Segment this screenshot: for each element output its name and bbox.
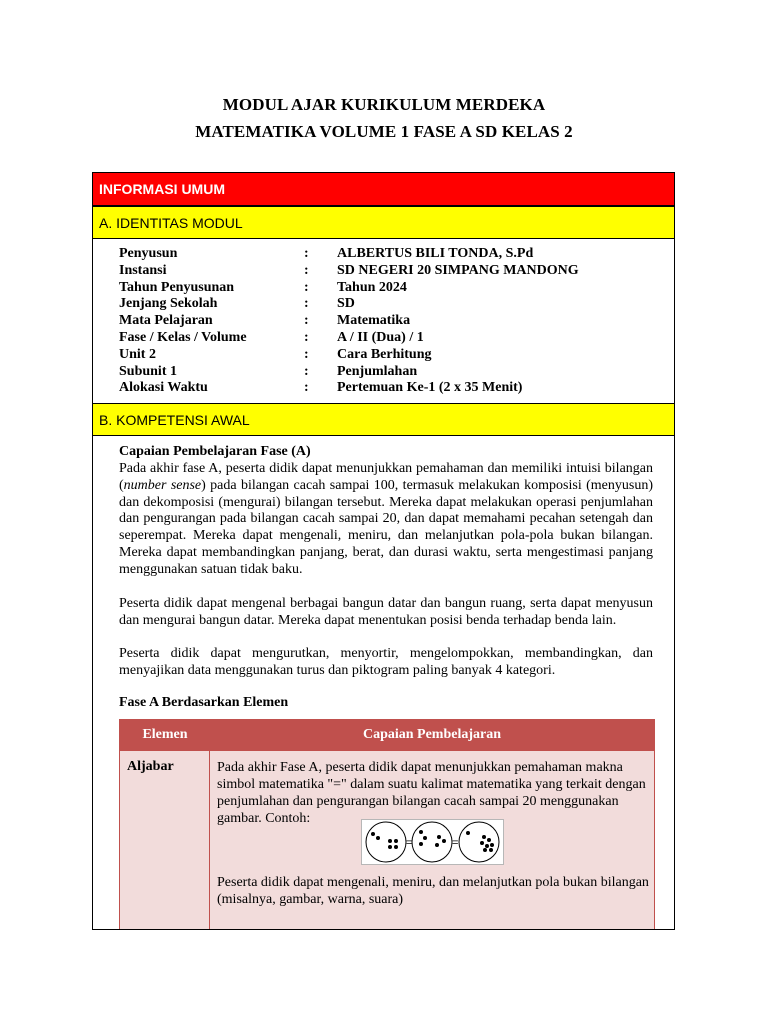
column-divider xyxy=(209,751,210,930)
fase-table-header xyxy=(119,719,655,751)
capaian-paragraph-3: Peserta didik dapat mengurutkan, menyortir, mengelompokkan, membandingkan, dan menyajikan data menggunakan turus dan piktogram paling banyak 4 kategori. xyxy=(119,646,653,678)
identity-value: Cara Berhitung xyxy=(337,346,432,362)
equality-dots-illustration xyxy=(361,819,504,865)
section-kompetensi-awal: B. KOMPETENSI AWAL xyxy=(93,403,674,436)
number-sense-term: number sense xyxy=(123,477,202,493)
identity-key: Jenjang Sekolah xyxy=(119,296,218,312)
identity-sep: : xyxy=(304,296,309,312)
identity-sep: : xyxy=(304,262,309,278)
identity-row xyxy=(119,280,579,297)
identity-sep: : xyxy=(304,346,309,362)
fase-table-heading: Fase A Berdasarkan Elemen xyxy=(119,695,289,710)
identity-row xyxy=(119,364,579,381)
identity-row xyxy=(119,296,579,313)
identity-row xyxy=(119,380,579,397)
capaian-cell-text: Pada akhir Fase A, peserta didik dapat menunjukkan pemahaman makna simbol matematika "=" dalam suatu kalimat matematika yang terkait dengan penjumlahan dan pengurangan bilangan cacah sampai 20 menggunakan gambar. Contoh: xyxy=(217,760,646,826)
equals-sign: = xyxy=(406,837,413,849)
capaian-paragraph-1 xyxy=(119,461,653,578)
column-header-elemen: Elemen xyxy=(142,727,188,742)
identity-key: Fase / Kelas / Volume xyxy=(119,329,247,345)
identity-row xyxy=(119,246,579,263)
identity-sep: : xyxy=(304,246,309,261)
identity-key: Unit 2 xyxy=(119,346,156,362)
identity-value: ALBERTUS BILI TONDA, S.Pd xyxy=(337,246,534,261)
identity-row xyxy=(119,347,579,364)
identity-sep: : xyxy=(304,313,309,329)
table-row xyxy=(119,751,655,930)
identity-key: Subunit 1 xyxy=(119,363,177,379)
column-header-capaian: Capaian Pembelajaran xyxy=(362,727,502,742)
capaian-p1-start: Pada akhir fase A, peserta didik dapat menunjukkan pemahaman dan memiliki intuisi bilangan ( xyxy=(119,461,653,493)
identity-sep: : xyxy=(304,363,309,379)
identity-key: Instansi xyxy=(119,262,167,278)
section-identitas-modul: A. IDENTITAS MODUL xyxy=(93,206,674,239)
identity-key: Tahun Penyusunan xyxy=(119,279,235,295)
identity-key: Alokasi Waktu xyxy=(119,380,208,396)
identity-sep: : xyxy=(304,279,309,295)
capaian-cell-text-2: Peserta didik dapat mengenali, meniru, dan melanjutkan pola bukan bilangan (misalnya, gambar, warna, suara) xyxy=(217,875,649,907)
identity-key: Penyusun xyxy=(119,246,178,261)
identity-sep: : xyxy=(304,380,309,396)
identity-value: Penjumlahan xyxy=(337,363,418,379)
identity-value: SD xyxy=(337,296,355,312)
identity-row xyxy=(119,263,579,280)
identity-value: A / II (Dua) / 1 xyxy=(337,329,424,345)
identity-value: Tahun 2024 xyxy=(337,279,407,295)
identity-value: Pertemuan Ke-1 (2 x 35 Menit) xyxy=(337,380,523,396)
capaian-p1-rest: ) pada bilangan cacah sampai 100, termasuk melakukan komposisi (menyusun) dan dekomposisi (mengurai) bilangan tersebut. Mereka dapat melakukan operasi penjumlahan dan pengurangan pada bilangan cacah sampai 20, dan dapat memahami pecahan setengah dan seperempat. Mereka dapat mengenali, meniru, dan melanjutkan pola-pola bukan bilangan. Mereka dapat membandingkan panjang, berat, dan durasi waktu, serta mengestimasi panjang menggunakan satuan tidak baku. xyxy=(119,477,653,577)
module-frame xyxy=(92,172,675,930)
identity-key: Mata Pelajaran xyxy=(119,313,213,329)
identity-row xyxy=(119,313,579,330)
document-title-line1: MODUL AJAR KURIKULUM MERDEKA xyxy=(222,95,546,114)
document-title-line2: MATEMATIKA VOLUME 1 FASE A SD KELAS 2 xyxy=(195,122,573,141)
elemen-cell: Aljabar xyxy=(127,759,174,774)
identity-table xyxy=(119,246,579,397)
fase-element-table xyxy=(119,719,655,930)
identity-row xyxy=(119,330,579,347)
identity-value: SD NEGERI 20 SIMPANG MANDONG xyxy=(337,262,579,278)
equals-sign: = xyxy=(452,837,459,849)
capaian-heading: Capaian Pembelajaran Fase (A) xyxy=(119,444,311,459)
identity-sep: : xyxy=(304,329,309,345)
section-informasi-umum: INFORMASI UMUM xyxy=(93,173,674,206)
identity-value: Matematika xyxy=(337,313,411,329)
capaian-paragraph-2: Peserta didik dapat mengenal berbagai bangun datar dan bangun ruang, serta dapat menyusun dan mengurai bangun datar. Mereka dapat menentukan posisi benda terhadap benda lain. xyxy=(119,596,653,628)
equality-dots-figure xyxy=(361,819,504,865)
